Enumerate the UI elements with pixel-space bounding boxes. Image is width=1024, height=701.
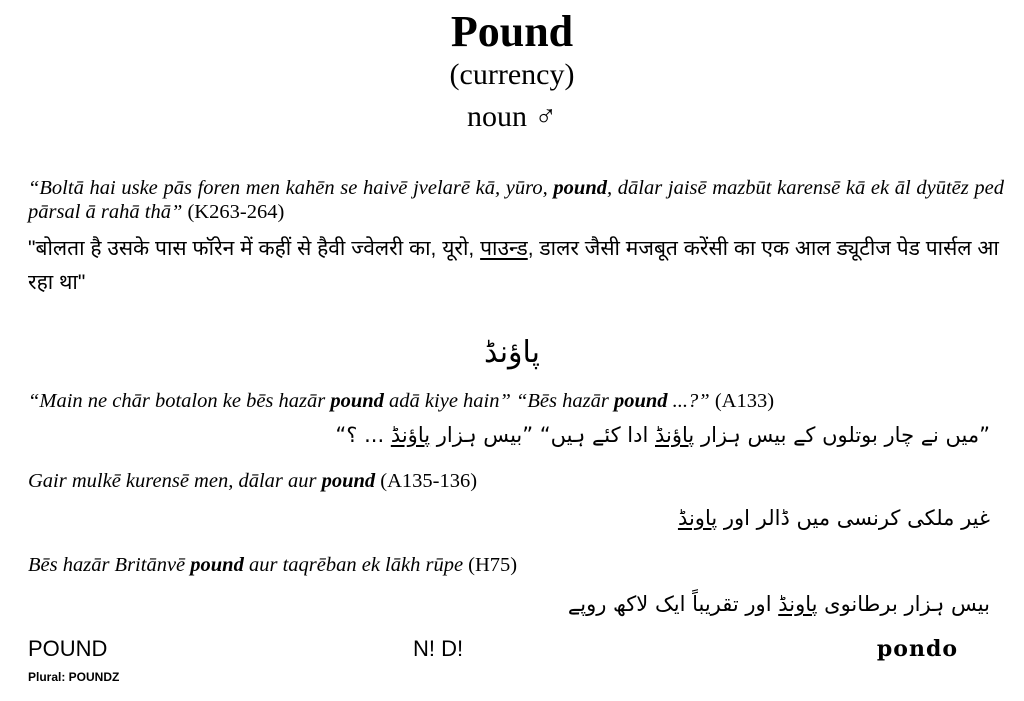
footer-term: POUND bbox=[28, 636, 108, 661]
entry-subtitle: (currency) bbox=[449, 58, 575, 91]
quote-text: ...?” bbox=[667, 390, 710, 412]
quote-text: بیس ہزار برطانوی bbox=[817, 592, 990, 616]
quote-text: غیر ملکی کرنسی میں ڈالر اور bbox=[717, 506, 990, 530]
keyword: pound bbox=[190, 554, 244, 576]
footer-plural: Plural: POUNDZ bbox=[28, 670, 120, 684]
citation: (H75) bbox=[463, 554, 518, 576]
quote-urdu-4 bbox=[568, 592, 990, 616]
keyword: پاؤنڈ bbox=[655, 423, 695, 447]
citation: (A133) bbox=[709, 390, 775, 412]
keyword: pound bbox=[613, 390, 668, 412]
quote-text: , डालर जैसी मजबूत करेंसी का एक आल ड्यूटीज पेड पार्सल आ रहा था" bbox=[28, 237, 999, 294]
citation: (A135-136) bbox=[375, 470, 478, 492]
keyword: pound bbox=[553, 177, 607, 199]
quote-text: ادا کئے ہیں“ ”بیس ہزار bbox=[430, 423, 655, 447]
quote-text: ”میں نے چار بوتلوں کے بیس ہزار bbox=[694, 423, 990, 447]
quote-text: اور تقریباً ایک لاکھ روپے bbox=[567, 592, 779, 616]
quote-urdu-2 bbox=[335, 423, 990, 447]
quote-text: Bēs hazār Britānvē bbox=[28, 554, 191, 576]
quote-urdu-3 bbox=[678, 506, 990, 530]
keyword: پاونڈ bbox=[677, 506, 718, 530]
footer-middle: N! D! bbox=[413, 636, 464, 661]
quote-text: ... ؟“ bbox=[335, 423, 391, 447]
citation: (K263-264) bbox=[182, 201, 285, 223]
quote-hindi-1 bbox=[28, 232, 1004, 300]
keyword: पाउन्ड bbox=[480, 237, 528, 260]
quote-romanized-2 bbox=[28, 389, 1004, 413]
quote-text: "बोलता है उसके पास फॉरेन में कहीं से हैवी ज्वेलरी का, यूरो, bbox=[28, 237, 481, 260]
quote-text: “Main ne chār botalon ke bēs hazār bbox=[28, 390, 331, 412]
keyword: pound bbox=[321, 470, 376, 492]
keyword: pound bbox=[330, 390, 384, 412]
keyword: پاونڈ bbox=[778, 592, 818, 616]
footer-right: pondo bbox=[876, 636, 958, 662]
quote-romanized-4 bbox=[28, 553, 1004, 577]
quote-text: Gair mulkē kurensē men, dālar aur bbox=[28, 470, 322, 492]
quote-romanized-1 bbox=[28, 176, 1004, 224]
urdu-heading: پاؤنڈ bbox=[483, 335, 541, 370]
quote-text: aur taqrēban ek lākh rūpe bbox=[243, 554, 464, 576]
quote-text: “Boltā hai uske pās foren men kahēn se haivē jvelarē kā, yūro, bbox=[28, 177, 554, 199]
quote-romanized-3 bbox=[28, 469, 1004, 493]
quote-text: adā kiye hain” “Bēs hazār bbox=[383, 390, 614, 412]
entry-title: Pound bbox=[450, 7, 574, 56]
quote-text: , dālar jaisē mazbūt karensē kā ek āl dyūtēz ped pārsal ā rahā thā” bbox=[28, 177, 1004, 223]
keyword: پاؤنڈ bbox=[390, 423, 431, 447]
part-of-speech: noun ♂ bbox=[467, 100, 557, 133]
